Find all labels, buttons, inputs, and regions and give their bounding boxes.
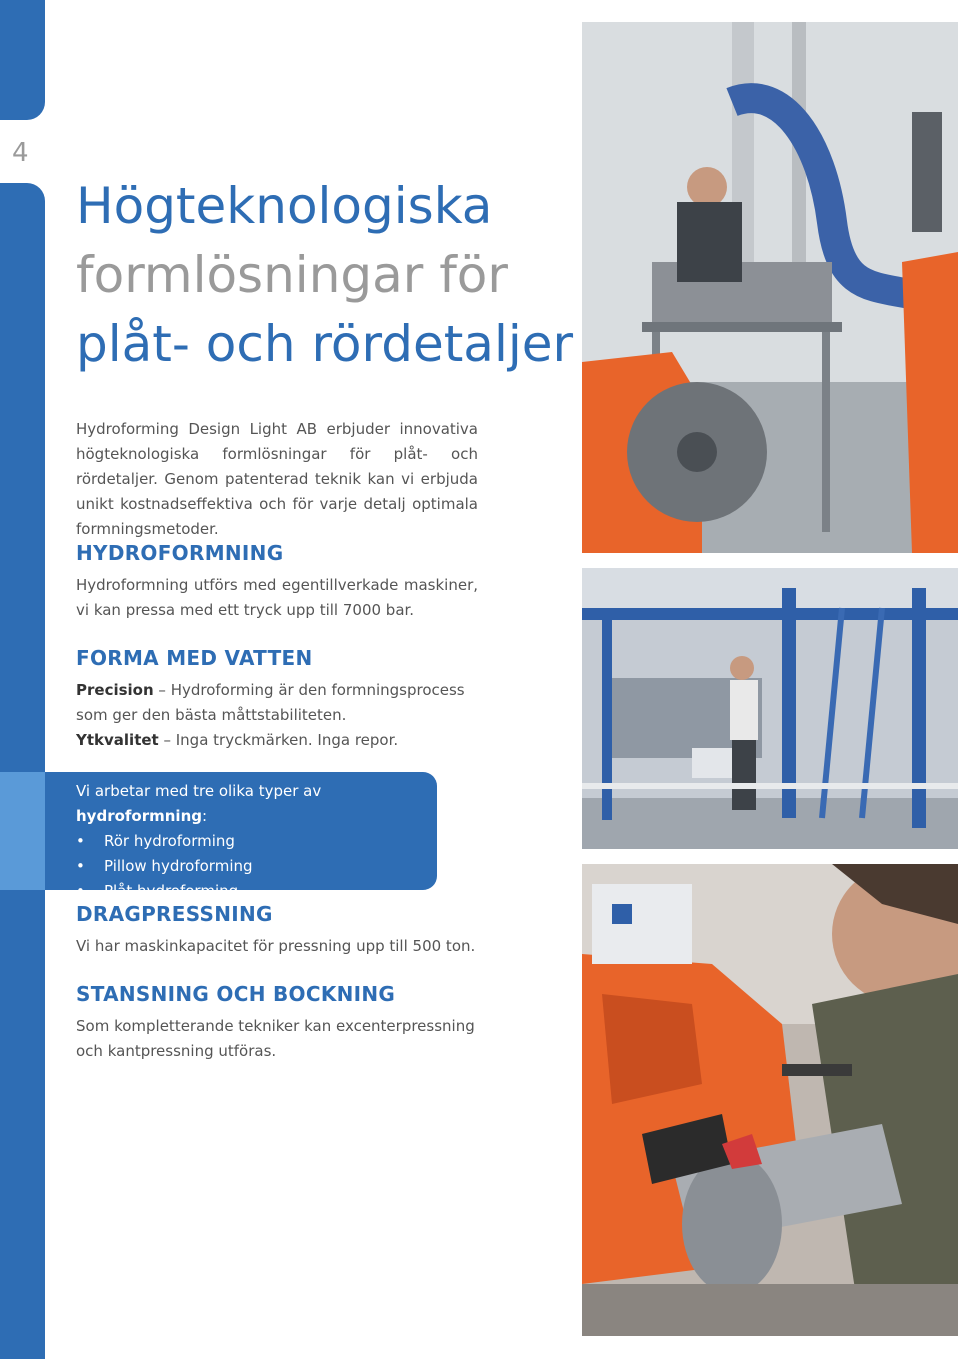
photo-worker-machine [582, 22, 958, 553]
list-item: • Plåt hydroforming [76, 879, 426, 904]
forma-text [76, 678, 478, 753]
heading-hydroformning: HYDROFORMNING [76, 541, 284, 565]
precision-text: – Hydroforming är den formningsprocess som ger den bästa måttstabiliteten. [76, 681, 465, 724]
ytkvalitet-text: – Inga tryckmärken. Inga repor. [158, 731, 399, 749]
precision-line [76, 678, 478, 728]
heading-stansning-och-bockning: STANSNING OCH BOCKNING [76, 982, 396, 1006]
hydroforming-types-list [76, 829, 426, 904]
callout-intro-prefix: Vi arbetar med tre olika typer av [76, 782, 322, 800]
photo-factory-hall [582, 568, 958, 849]
heading-dragpressning: DRAGPRESSNING [76, 902, 273, 926]
callout-intro-bold: hydroformning [76, 807, 202, 825]
page-number: 4 [12, 138, 29, 168]
photo-robot-closeup-illustration [582, 864, 958, 1336]
heading-forma-med-vatten: FORMA MED VATTEN [76, 646, 313, 670]
callout-intro [76, 779, 426, 829]
title-line-1: Högteknologiska [76, 177, 493, 235]
stansning-text: Som kompletterande tekniker kan excenterpressning och kantpressning utföras. [76, 1017, 475, 1060]
left-band-top [0, 0, 45, 120]
callout-intro-suffix: : [202, 807, 208, 825]
photo-robot-closeup [582, 864, 958, 1336]
hydroforming-types-callout [0, 772, 437, 900]
photo-factory-hall-illustration [582, 568, 958, 849]
callout-text [76, 779, 426, 904]
precision-label: Precision [76, 681, 154, 699]
list-item: • Rör hydroforming [76, 829, 426, 854]
photo-worker-machine-illustration [582, 22, 958, 553]
callout-accent [0, 772, 45, 890]
left-band-main [0, 183, 45, 1359]
intro-paragraph: Hydroforming Design Light AB erbjuder innovativa högteknologiska formlösningar för plåt- och rördetaljer. Genom patenterad teknik kan vi erbjuda unikt kostnadseffektiva och för varje detalj optimala formningsmetoder. [76, 420, 478, 538]
hydroformning-text: Hydroformning utförs med egentillverkade maskiner, vi kan pressa med ett tryck upp till 7000 bar. [76, 576, 478, 619]
dragpressning-text: Vi har maskinkapacitet för pressning upp till 500 ton. [76, 937, 476, 955]
ytkvalitet-label: Ytkvalitet [76, 731, 159, 749]
ytkvalitet-line [76, 728, 478, 753]
list-item: • Pillow hydroforming [76, 854, 426, 879]
title-line-3: plåt- och rördetaljer [76, 315, 574, 373]
title-line-2: formlösningar för [76, 246, 508, 304]
page-title [76, 172, 573, 379]
